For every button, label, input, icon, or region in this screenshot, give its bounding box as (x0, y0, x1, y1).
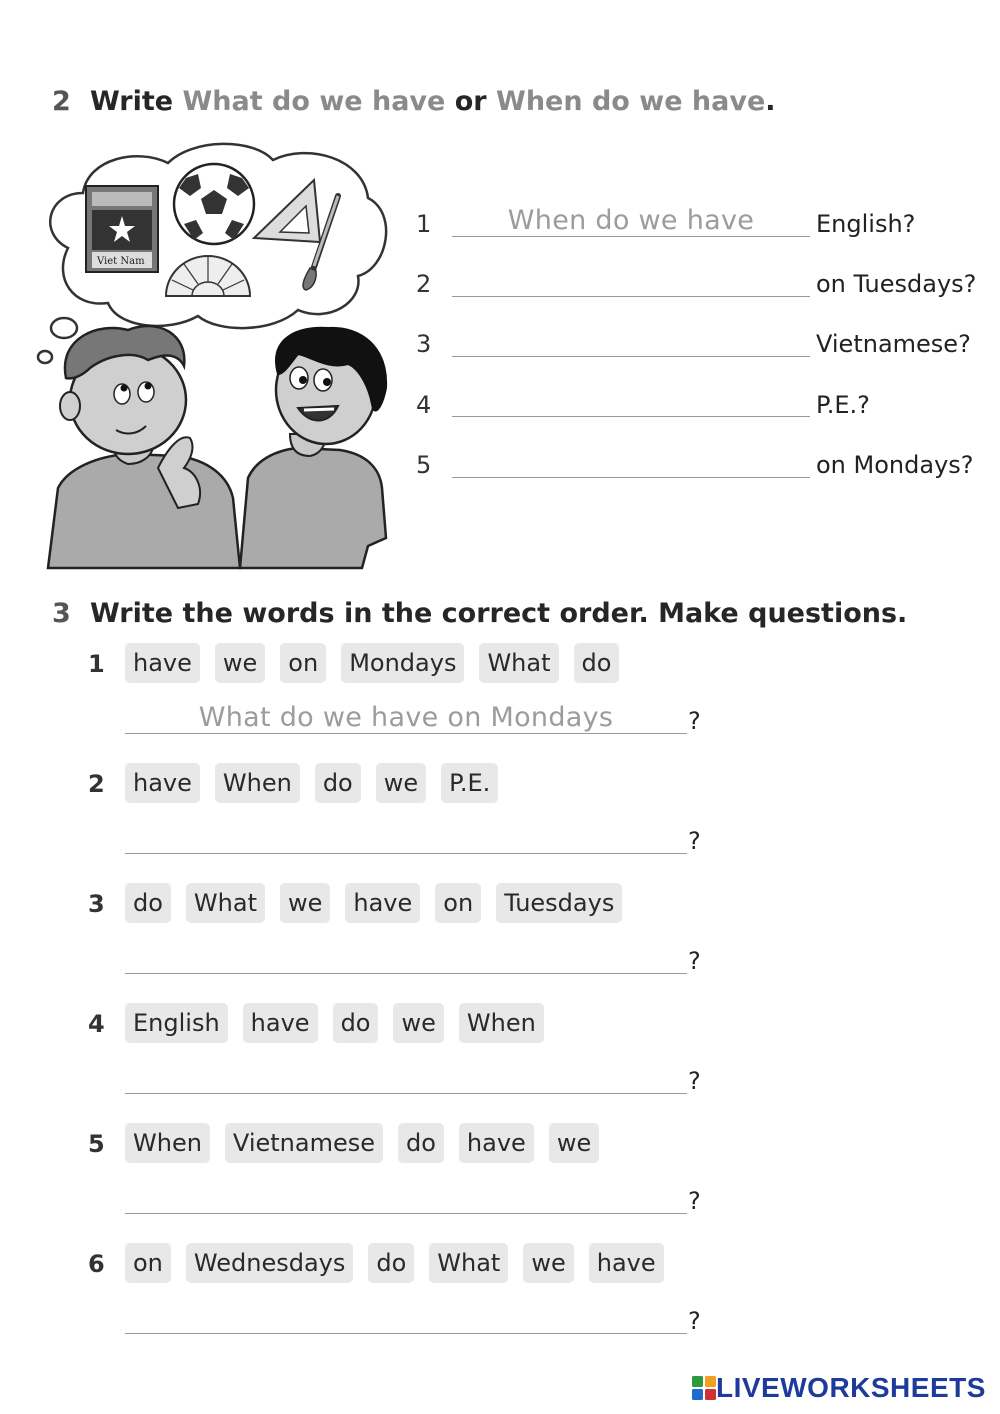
word-chip[interactable]: What (186, 883, 265, 923)
word-chip[interactable]: we (215, 643, 265, 683)
word-chip[interactable]: have (125, 763, 200, 803)
item-number: 5 (416, 451, 432, 479)
word-chip[interactable]: do (398, 1123, 444, 1163)
item-number: 5 (88, 1130, 105, 1158)
exercise-3-heading (52, 598, 907, 629)
question-mark: ? (688, 1307, 701, 1335)
question-tail: P.E.? (816, 391, 870, 419)
word-chip[interactable]: When (459, 1003, 544, 1043)
heading-word-or: or (454, 86, 487, 117)
word-chips (125, 1003, 544, 1043)
item-number: 2 (88, 770, 105, 798)
option-what-do-we-have: What do we have (182, 86, 446, 117)
question-mark: ? (688, 707, 701, 735)
word-chip[interactable]: have (345, 883, 420, 923)
word-chip[interactable]: When (215, 763, 300, 803)
illustration-two-boys (28, 138, 398, 572)
word-chip[interactable]: When (125, 1123, 210, 1163)
item-number: 2 (416, 270, 432, 298)
word-chip[interactable]: What (429, 1243, 508, 1283)
answer-line[interactable] (125, 1213, 687, 1214)
liveworksheets-logo-icon (692, 1376, 716, 1400)
smiling-boy-icon (240, 328, 386, 568)
item-number: 1 (88, 650, 105, 678)
word-chip[interactable]: do (574, 643, 620, 683)
heading-period: . (765, 86, 776, 117)
answer-line[interactable] (125, 1093, 687, 1094)
answer-line[interactable] (452, 356, 810, 357)
word-chip[interactable]: have (459, 1123, 534, 1163)
liveworksheets-logo[interactable] (692, 1372, 986, 1404)
question-tail: on Mondays? (816, 451, 974, 479)
word-chip[interactable]: Vietnamese (225, 1123, 383, 1163)
thinking-boy-icon (48, 326, 240, 568)
answer-line[interactable] (125, 853, 687, 854)
word-chip[interactable]: on (435, 883, 481, 923)
word-chips (125, 1243, 664, 1283)
word-chip[interactable]: do (333, 1003, 379, 1043)
question-tail: English? (816, 210, 916, 238)
exercise-instruction: Write the words in the correct order. Make questions. (90, 598, 908, 629)
question-tail: on Tuesdays? (816, 270, 977, 298)
answer-line[interactable] (452, 416, 810, 417)
item-number: 6 (88, 1250, 105, 1278)
item-number: 4 (88, 1010, 105, 1038)
book-label: Viet Nam (97, 256, 145, 267)
word-chip[interactable]: on (125, 1243, 171, 1283)
answer-text: What do we have on Mondays (198, 702, 614, 733)
exercise-number: 2 (52, 86, 71, 117)
question-mark: ? (688, 827, 701, 855)
word-chip[interactable]: Mondays (341, 643, 464, 683)
word-chip[interactable]: have (125, 643, 200, 683)
word-chip[interactable]: Tuesdays (496, 883, 622, 923)
question-mark: ? (688, 1187, 701, 1215)
word-chip[interactable]: Wednesdays (186, 1243, 353, 1283)
word-chip[interactable]: have (243, 1003, 318, 1043)
liveworksheets-brand: LIVEWORKSHEETS (716, 1372, 986, 1403)
answer-line[interactable] (452, 296, 810, 297)
answer-text: When do we have (507, 205, 755, 236)
answer-line[interactable] (452, 236, 810, 237)
heading-word-write: Write (90, 86, 174, 117)
word-chip[interactable]: we (280, 883, 330, 923)
item-number: 1 (416, 210, 432, 238)
word-chip[interactable]: we (393, 1003, 443, 1043)
item-number: 4 (416, 391, 432, 419)
option-when-do-we-have: When do we have (496, 86, 766, 117)
word-chip[interactable]: we (523, 1243, 573, 1283)
football-icon (174, 164, 254, 244)
exercise-number: 3 (52, 598, 71, 629)
answer-line[interactable] (125, 973, 687, 974)
word-chips (125, 763, 498, 803)
word-chips (125, 1123, 599, 1163)
question-mark: ? (688, 947, 701, 975)
word-chips (125, 883, 622, 923)
answer-line[interactable] (125, 1333, 687, 1334)
answer-line[interactable] (125, 733, 687, 734)
word-chip[interactable]: have (589, 1243, 664, 1283)
answer-line[interactable] (452, 477, 810, 478)
word-chip[interactable]: What (479, 643, 558, 683)
word-chip[interactable]: we (376, 763, 426, 803)
word-chip[interactable]: on (280, 643, 326, 683)
question-tail: Vietnamese? (816, 330, 971, 358)
word-chip[interactable]: do (368, 1243, 414, 1283)
item-number: 3 (416, 330, 432, 358)
word-chips (125, 643, 619, 683)
word-chip[interactable]: English (125, 1003, 228, 1043)
word-chip[interactable]: P.E. (441, 763, 498, 803)
word-chip[interactable]: do (315, 763, 361, 803)
question-mark: ? (688, 1067, 701, 1095)
item-number: 3 (88, 890, 105, 918)
exercise-2-heading (52, 86, 776, 117)
word-chip[interactable]: we (549, 1123, 599, 1163)
word-chip[interactable]: do (125, 883, 171, 923)
